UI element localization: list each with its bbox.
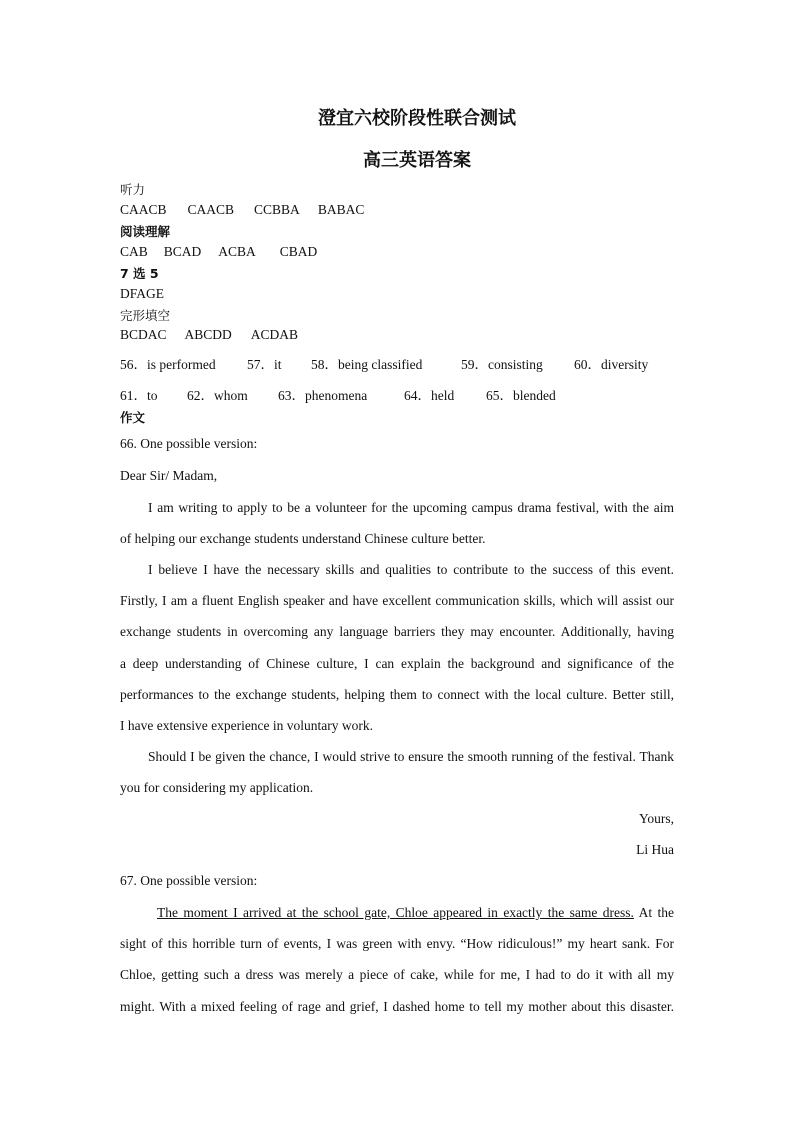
answer-group: ABCDD [184,327,232,342]
essay-66-label: 66. One possible version: [120,436,258,451]
reading-answers [120,244,317,260]
underlined-first-sentence: The moment I arrived at the school gate, Chloe appeared in exactly the same dress. [157,905,634,920]
essay-66-paragraph-1 [120,492,674,554]
page-subtitle: 高三英语答案 [363,150,471,171]
essay-66-signature: Li Hua [636,842,674,857]
text-line: sight of this horrible turn of events, I was green with envy. “How ridiculous!” my heart sank. For [120,936,674,952]
answer-group: CBAD [279,244,318,259]
essay-66-closing: Yours, [638,811,674,826]
section-heading-reading: 阅读理解 [120,224,171,239]
text-line: a deep understanding of Chinese culture, I can explain the background and significance of the [120,655,674,671]
answer-group: DFAGE [120,286,165,301]
text-line: performances to the exchange students, helping them to connect with the local culture. Better still, [120,686,674,702]
text-fragment: At the [638,905,674,920]
grammar-answer: 61．to [120,388,158,403]
grammar-answer: 60．diversity [574,357,649,372]
seven-five-answers [120,286,164,302]
section-heading-seven-five: 7 选 5 [120,266,159,281]
answer-group: CAACB [187,202,235,217]
grammar-answer: 63．phenomena [278,388,368,403]
essay-66-salutation: Dear Sir/ Madam, [120,468,218,483]
answer-group: BCAD [163,244,202,259]
section-heading-writing: 作文 [120,410,146,425]
essay-66-paragraph-3 [120,741,674,803]
essay-66-paragraph-2 [120,554,674,741]
text-line: Chloe, getting such a dress was merely a piece of cake, while for me, I had to do it with all my [120,967,674,983]
grammar-answer: 58．being classified [311,357,423,372]
grammar-answer: 62．whom [187,388,248,403]
section-heading-cloze: 完形填空 [120,308,171,323]
grammar-answer: 64．held [404,388,455,403]
grammar-answer: 57．it [247,357,282,372]
grammar-answer: 56．is performed [120,357,216,372]
page-title: 澄宜六校阶段性联合测试 [318,108,516,129]
grammar-answer: 59．consisting [461,357,543,372]
answer-group: ACBA [218,244,256,259]
answer-group: BCDAC [120,327,167,342]
answer-group: CAB [120,244,148,259]
text-line: might. With a mixed feeling of rage and grief, I dashed home to tell my mother about this disaster. [120,998,674,1014]
answer-group: BABAC [317,202,365,217]
text-line: you for considering my application. [120,780,314,796]
text-line: Firstly, I am a fluent English speaker and have excellent communication skills, which will assist our [120,593,674,609]
essay-67-label: 67. One possible version: [120,873,258,888]
answer-group: CCBBA [254,202,300,217]
text-line: exchange students in overcoming any language barriers they may encounter. Additionally, having [120,624,674,640]
text-line: I have extensive experience in voluntary work. [120,717,374,733]
grammar-answer: 65．blended [486,388,556,403]
text-line: Should I be given the chance, I would strive to ensure the smooth running of the festival. Thank [148,749,674,764]
essay-67-paragraph [120,897,674,1022]
answer-group: CAACB [120,202,167,217]
text-line: of helping our exchange students understand Chinese culture better. [120,531,486,547]
section-heading-listening: 听力 [120,182,146,197]
cloze-answers [120,327,298,343]
text-line: I am writing to apply to be a volunteer for the upcoming campus drama festival, with the aim [148,500,674,515]
text-line: I believe I have the necessary skills and qualities to contribute to the success of this event. [148,562,674,577]
listening-answers [120,202,364,218]
answer-group: ACDAB [250,327,299,342]
text-line [120,897,674,928]
